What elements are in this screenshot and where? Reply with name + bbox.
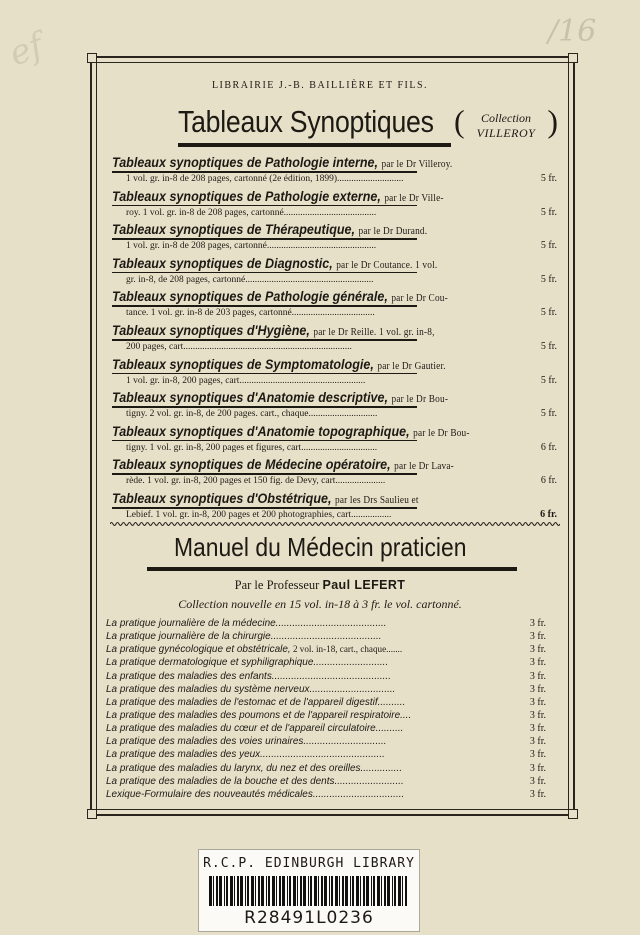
section-title-tableaux: Tableaux Synoptiques <box>178 104 434 139</box>
manuel-item-label: La pratique des maladies du système nerveux............................... <box>106 683 396 695</box>
manuel-list <box>106 618 546 802</box>
manuel-item <box>106 723 546 736</box>
manuel-item-price: 3 fr. <box>529 709 546 721</box>
tableau-entry <box>112 189 557 223</box>
entry-description: roy. 1 vol. gr. in-8 de 208 pages, cartonné....................................... <box>126 207 377 218</box>
manuel-item <box>106 763 546 776</box>
manuel-item <box>106 749 546 762</box>
tableau-entry <box>112 155 557 189</box>
entry-price: 5 fr. <box>540 206 557 218</box>
entry-description: tigny. 2 vol. gr. in-8, de 200 pages. cart., chaque............................. <box>126 409 378 420</box>
title-underline <box>178 143 451 147</box>
faint-scribble: ef <box>4 25 49 75</box>
library-label <box>198 849 420 932</box>
manuel-item <box>106 789 546 802</box>
manuel-item-price: 3 fr. <box>529 670 546 682</box>
entry-description: gr. in-8, de 208 pages, cartonné...................................................... <box>126 274 374 285</box>
entry-description: 200 pages, cart....................................................................... <box>126 341 352 352</box>
manuel-item-price: 3 fr. <box>529 657 546 669</box>
manuel-item-label: La pratique des maladies des voies urinaires.............................. <box>106 736 387 748</box>
library-code: R28491L0236 <box>244 908 374 928</box>
entry-title: Tableaux synoptiques d'Anatomie descriptive, par le Dr Bou- <box>112 390 449 406</box>
tableau-entry <box>112 323 557 357</box>
entry-description: 1 vol. gr. in-8 de 208 pages, cartonné (2e édition, 1899)............................ <box>126 174 404 184</box>
entry-author: par le Dr Reille. 1 vol. gr. in-8, <box>313 326 435 338</box>
entry-title: Tableaux synoptiques de Diagnostic, par le Dr Coutance. 1 vol. <box>112 255 438 271</box>
library-name: R.C.P. EDINBURGH LIBRARY <box>203 856 415 871</box>
wavy-separator <box>110 521 560 527</box>
tableau-entry <box>112 256 557 290</box>
entry-author: par le Dr Villeroy. <box>381 159 453 170</box>
entry-author: par le Dr Bou- <box>413 427 470 439</box>
entry-author: par le Dr Bou- <box>391 394 449 406</box>
manuel-item-price: 3 fr. <box>529 775 546 787</box>
entry-author: par les Drs Saulieu et <box>334 494 419 506</box>
manuel-item-label: La pratique journalière de la médecine........................................ <box>106 618 387 629</box>
entry-title: Tableaux synoptiques de Pathologie générale, par le Dr Cou- <box>112 289 448 305</box>
entry-price: 6 fr. <box>540 475 557 487</box>
entry-author: par le Dr Coutance. 1 vol. <box>336 259 438 271</box>
collection-name: VILLEROY <box>476 126 536 140</box>
tableau-entry <box>112 222 557 256</box>
author-name: Paul LEFERT <box>322 578 406 592</box>
manuel-item-label: La pratique des maladies du cœur et de l'appareil circulatoire.......... <box>106 723 404 735</box>
manuel-item-label: La pratique des maladies de l'estomac et de l'appareil digestif.......... <box>106 696 406 708</box>
manuel-item-price: 3 fr. <box>529 631 546 643</box>
entry-price: 5 fr. <box>540 240 557 252</box>
entry-description: Lebief. 1 vol. gr. in-8, 200 pages et 200 photographies, cart................. <box>126 509 392 520</box>
manuel-item-label: La pratique des maladies des yeux............................................. <box>106 749 385 761</box>
manuel-item <box>106 697 546 710</box>
entry-author: par le Dr Lava- <box>394 461 454 473</box>
entry-price: 6 fr. <box>540 441 557 453</box>
entry-author: par le Dr Gautier. <box>377 360 446 372</box>
entry-price: 5 fr. <box>540 273 557 285</box>
entry-price: 5 fr. <box>540 408 557 420</box>
entry-price: 5 fr. <box>540 173 557 184</box>
manuel-item <box>106 644 546 657</box>
manuel-item <box>106 631 546 644</box>
tableau-entry <box>112 424 557 458</box>
entry-description: rède. 1 vol. gr. in-8, 200 pages et 150 fig. de Devy, cart..................... <box>126 476 386 487</box>
manuel-item <box>106 776 546 789</box>
tableau-entry <box>112 491 557 525</box>
manuel-item-label: Lexique-Formulaire des nouveautés médicales................................. <box>106 788 405 800</box>
entry-description: tance. 1 vol. gr. in-8 de 203 pages, cartonné................................... <box>126 308 375 319</box>
entry-title: Tableaux synoptiques de Pathologie externe, par le Dr Ville- <box>112 188 444 204</box>
section-title-manuel: Manuel du Médecin praticien <box>173 532 467 562</box>
entry-price: 5 fr. <box>540 374 557 386</box>
manuel-item <box>106 618 546 631</box>
publisher-header: LIBRAIRIE J.-B. BAILLIÈRE ET FILS. <box>211 80 429 91</box>
manuel-item-price: 3 fr. <box>529 644 546 656</box>
barcode-icon <box>209 876 409 906</box>
entry-title: Tableaux synoptiques de Pathologie interne, par le Dr Villeroy. <box>112 155 453 170</box>
author-byline: Par le Professeur Paul LEFERT <box>234 578 406 592</box>
entry-author: par le Dr Durand. <box>358 226 428 238</box>
manuel-item <box>106 671 546 684</box>
entry-title: Tableaux synoptiques d'Hygiène, par le Dr Reille. 1 vol. gr. in-8, <box>112 322 435 338</box>
collection-word: Collection <box>481 111 531 125</box>
tableaux-list <box>112 155 557 525</box>
collection-label: ( Collection VILLEROY ) <box>454 103 558 140</box>
manuel-item-price: 3 fr. <box>529 618 546 629</box>
entry-author: par le Dr Cou- <box>391 293 448 305</box>
manuel-item-price: 3 fr. <box>529 696 546 708</box>
manuel-item <box>106 657 546 670</box>
manuel-item-label: La pratique des maladies des enfants........................................... <box>106 670 391 682</box>
entry-description: 1 vol. gr. in-8, 200 pages, cart..................................................... <box>126 375 366 386</box>
manuel-item-price: 3 fr. <box>529 788 546 800</box>
manuel-underline <box>147 567 517 571</box>
entry-price: 5 fr. <box>540 307 557 319</box>
collection-note: Collection nouvelle en 15 vol. in-18 à 3 fr. le vol. cartonné. <box>178 597 462 611</box>
tableau-entry <box>112 390 557 424</box>
entry-title: Tableaux synoptiques de Symptomatologie, par le Dr Gautier. <box>112 356 446 372</box>
manuel-item-price: 3 fr. <box>529 762 546 774</box>
manuel-item-price: 3 fr. <box>529 749 546 761</box>
handwritten-mark: /16 <box>548 14 597 49</box>
manuel-item-label: La pratique des maladies du larynx, du nez et des oreilles............... <box>106 762 403 774</box>
manuel-item <box>106 710 546 723</box>
manuel-item <box>106 736 546 749</box>
entry-author: par le Dr Ville- <box>384 192 444 204</box>
manuel-item-label: La pratique des maladies des poumons et de l'appareil respiratoire.... <box>106 709 412 721</box>
manuel-item-price: 3 fr. <box>529 736 546 748</box>
entry-price: 6 fr. <box>540 508 557 520</box>
entry-title: Tableaux synoptiques de Thérapeutique, par le Dr Durand. <box>112 222 428 238</box>
tableau-entry <box>112 289 557 323</box>
entry-title: Tableaux synoptiques de Médecine opératoire, par le Dr Lava- <box>112 457 454 473</box>
manuel-item-label: La pratique journalière de la chirurgie........................................ <box>106 631 382 643</box>
entry-title: Tableaux synoptiques d'Anatomie topographique, par le Dr Bou- <box>112 423 470 439</box>
entry-title: Tableaux synoptiques d'Obstétrique, par les Drs Saulieu et <box>112 490 419 506</box>
tableau-entry <box>112 357 557 391</box>
entry-price: 5 fr. <box>540 340 557 352</box>
manuel-item-price: 3 fr. <box>529 723 546 735</box>
manuel-item-label: La pratique des maladies de la bouche et des dents......................... <box>106 775 404 787</box>
tableau-entry <box>112 457 557 491</box>
manuel-item-label: La pratique gynécologique et obstétricale, 2 vol. in-18, cart., chaque....... <box>106 644 403 656</box>
entry-description: 1 vol. gr. in-8 de 208 pages, cartonné.............................................. <box>126 241 377 252</box>
manuel-item-label: La pratique dermatologique et syphiligraphique........................... <box>106 657 389 669</box>
manuel-item <box>106 684 546 697</box>
manuel-item-price: 3 fr. <box>529 683 546 695</box>
entry-description: tigny. 1 vol. gr. in-8, 200 pages et figures, cart................................ <box>126 442 378 453</box>
